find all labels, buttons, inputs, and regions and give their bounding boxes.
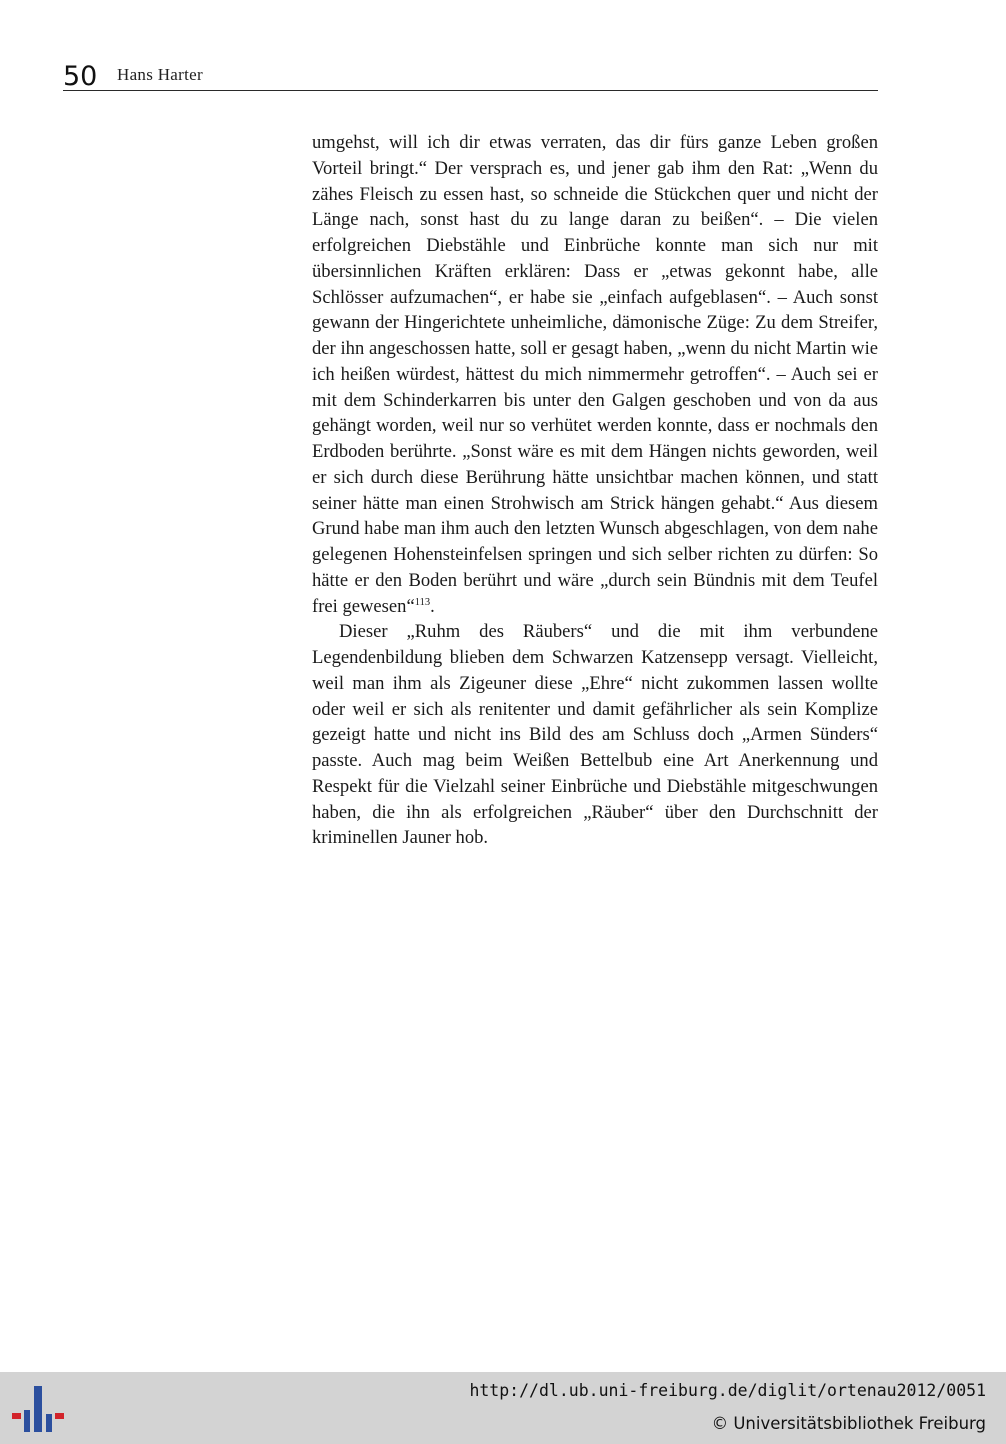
footer-bar [0, 1372, 1006, 1444]
paragraph [312, 130, 878, 619]
paragraph-text: umgehst, will ich dir etwas verraten, das dir fürs ganze Leben großen Vorteil bringt.“ Der versprach es, und jener gab ihm den Rat: „Wenn du zähes Fleisch zu essen hast, so schneide die Stückchen quer und nicht der Länge nach, sonst hast du zu lange daran zu beißen“. – Die vielen erfolgreichen Diebstähle und Einbrüche konnte man sich nur mit übersinnlichen Kräften erklären: Dass er „etwas gekonnt habe, alle Schlösser aufzumachen“, er habe sie „einfach aufgeblasen“. – Auch sonst gewann der Hingerichtete unheimliche, dämonische Züge: Zu dem Streifer, der ihn angeschossen hatte, soll er gesagt haben, „wenn du nicht Martin wie ich heißen würdest, hättest du mich nimmermehr getroffen“. – Auch sei er mit dem Schinderkarren bis unter den Galgen geschoben und von da aus gehängt worden, weil nur so verhütet werden konnte, dass er nochmals den Erdboden berührte. „Sonst wäre es mit dem Hängen nichts geworden, weil er sich durch diese Berührung hätte unsichtbar machen können, und statt seiner hätte man einen Strohwisch am Strick hängen gehabt.“ Aus diesem Grund habe man ihm auch den letzten Wunsch abgeschlagen, von dem nahe gelegenen Hohensteinfelsen springen und sich selber richten zu dürfen: So hätte er den Boden berührt und wäre „durch sein Bündnis mit dem Teufel frei gewesen“ [312, 132, 878, 617]
ub-freiburg-logo-icon [12, 1384, 64, 1436]
paragraph-end: . [430, 595, 435, 617]
paragraph: Dieser „Ruhm des Räubers“ und die mit ihm verbundene Legendenbildung blieben dem Schwarzen Katzensepp versagt. Vielleicht, weil man ihm als Zigeuner diese „Ehre“ nicht zukommen lassen wollte oder weil er sich als renitenter und damit gefährlicher als sein Komplize gezeigt hatte und nicht ins Bild des am Schluss doch „Armen Sünders“ passte. Auch mag beim Weißen Bettelbub eine Art Anerkennung und Respekt für die Vielzahl seiner Einbrüche und Diebstähle mitgeschwungen haben, die ihn als erfolgreichen „Räuber“ über den Durchschnitt der kriminellen Jauner hob. [312, 621, 878, 849]
footnote-reference[interactable]: 113 [414, 596, 431, 608]
copyright-notice: © Universitätsbibliothek Freiburg [711, 1414, 986, 1433]
body-text [312, 130, 878, 851]
page-header [63, 60, 878, 91]
running-head: Hans Harter [117, 65, 203, 84]
source-url-link[interactable]: http://dl.ub.uni-freiburg.de/diglit/ortenau2012/0051 [469, 1381, 986, 1400]
page-number: 50 [63, 61, 98, 92]
